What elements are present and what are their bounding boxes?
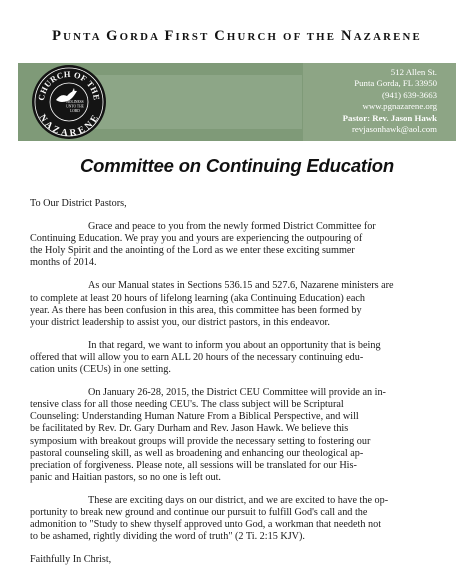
letter-paragraph: These are exciting days on our district, and we are excited to have the op- portunity to break new ground and continue our pursuit to fulfill God's call and the admonition to "Study to shew thyself approved unto God, a workman that needeth not to be ashamed, rightly dividing the word of truth" (2 Ti. 2:15 KJV). [30,494,389,543]
church-seal-logo [30,63,108,141]
letter-salutation: To Our District Pastors, [30,198,127,209]
church-address-block [343,67,437,135]
seal-center-text-3: LORD [70,109,80,113]
address-website: www.pgnazarene.org [362,101,437,112]
seal-bottom-text: NAZARENE [36,112,102,139]
letter-paragraph: As our Manual states in Sections 536.15 and 527.6, Nazarene ministers are to complete at least 20 hours of lifelong learning (aka Continuing Education) each year. As there has been confusion in this area, this committee has been formed by your district leadership to assist you, our district pastors, in this endeavor. [30,280,394,328]
address-street: 512 Allen St. [390,67,437,77]
address-email: revjasonhawk@aol.com [351,124,437,135]
address-phone: (941) 639-3663 [382,89,437,100]
address-city: Punta Gorda, FL 33950 [354,78,437,89]
letter-paragraph: On January 26-28, 2015, the District CEU Committee will provide an in- tensive class for all those needing CEU's. The class subject will be Scriptural Counseling: Understanding Human Nature From a Biblical Perspective, and will be facilitated by Rev. Dr. Gary Durham and Rev. Jason Hawk. We believe this symposium with breakout groups will provide the necessary setting to fostering our pastoral counseling skill, as well as broadening and enhancing our theological ap- preciation of forgiveness. Please note, all sessions will be translated for our His- panic and Haitian pastors, so no one is left out. [30,387,386,483]
letter-title: Committee on Continuing Education [79,155,395,176]
address-pastor: Pastor: Rev. Jason Hawk [342,112,437,123]
seal-center-text-1: HOLINESS [66,100,84,104]
letter-paragraph: In that regard, we want to inform you about an opportunity that is being offered that will allow you to earn ALL 20 hours of the necessary continuing edu- cation units (CEUs) in one setting. [30,339,381,376]
letter-closing: Faithfully In Christ, [30,554,112,566]
seal-top-text: CHURCH OF THE [36,69,102,102]
seal-center-text-2: UNTO THE [66,104,84,109]
letter-paragraph: Grace and peace to you from the newly formed District Committee for Continuing Education. We pray you and yours are experiencing the outpouring of the Holy Spirit and the anointing of the Lord as we enter these exciting summer months of 2014. [30,221,376,269]
letter-body [30,198,410,566]
church-name-heading: PUNTA GORDA FIRST CHURCH OF THE NAZARENE [52,28,422,44]
